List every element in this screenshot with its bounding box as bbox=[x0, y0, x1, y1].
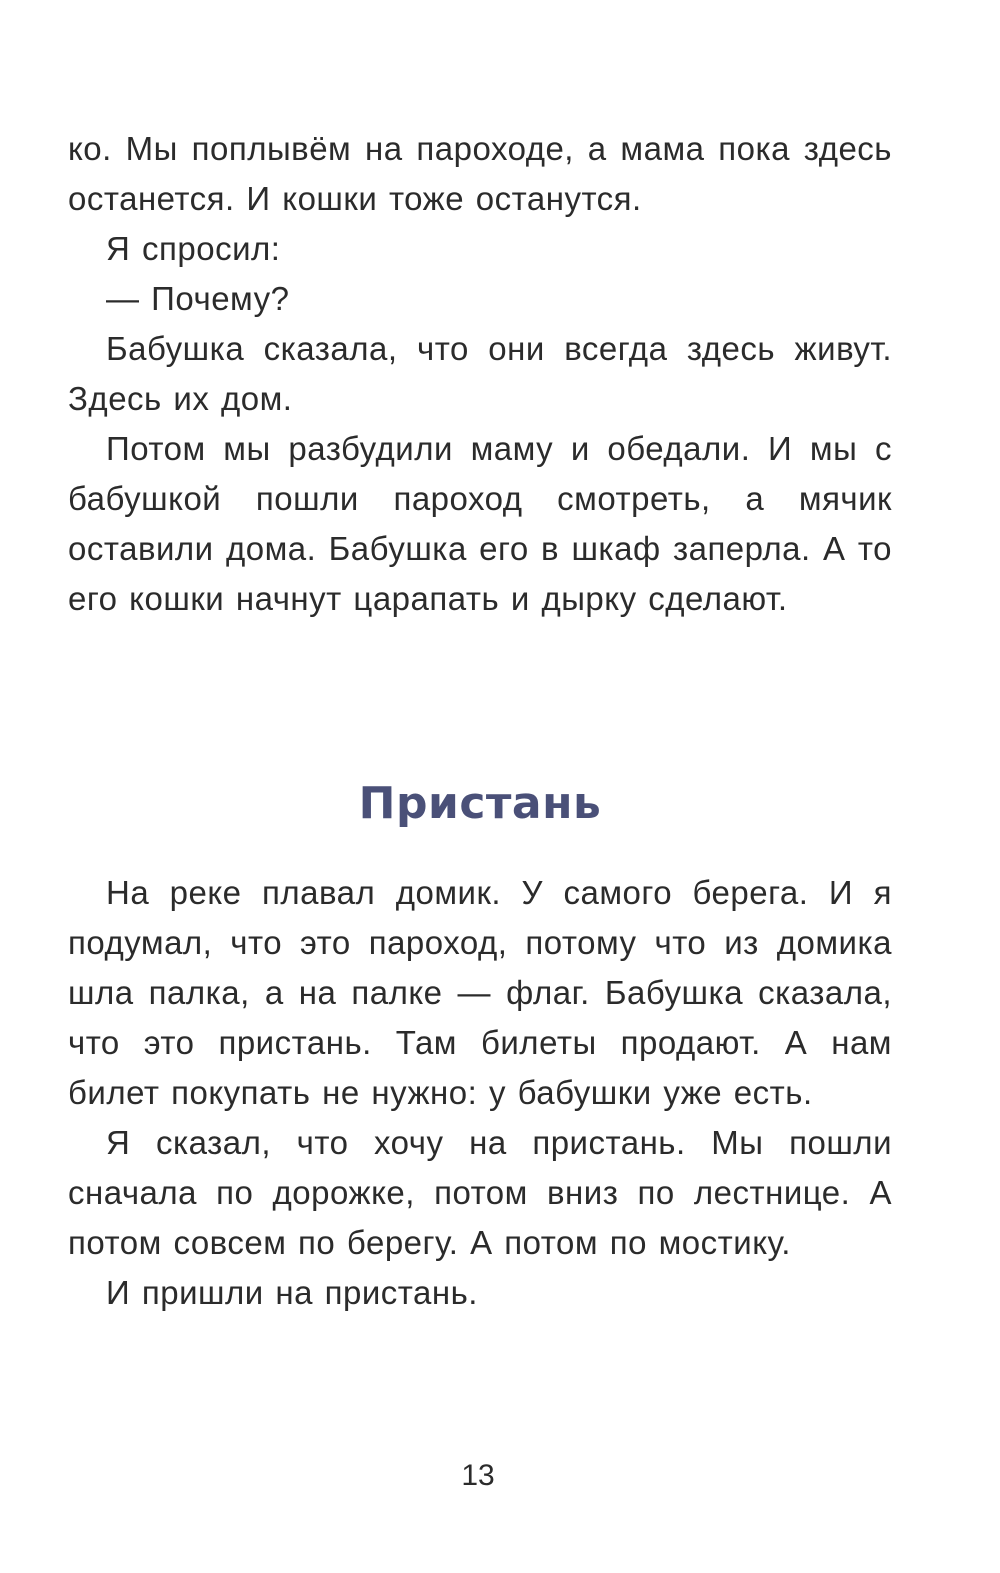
paragraph: Я сказал, что хочу на пристань. Мы пошли сначала по дорожке, потом вниз по лестнице. А потом совсем по берегу. А потом по мостику. bbox=[68, 1124, 892, 1261]
text-section-chapter bbox=[68, 868, 892, 1318]
chapter-heading: Пристань bbox=[358, 778, 602, 829]
paragraph: Бабушка сказала, что они всегда здесь живут. Здесь их дом. bbox=[68, 330, 892, 417]
paragraph: На реке плавал домик. У самого берега. И я подумал, что это пароход, потому что из домика шла палка, а на палке — флаг. Бабушка сказала, что это пристань. Там билеты продают. А нам билет покупать не нужно: у бабушки уже есть. bbox=[68, 874, 892, 1111]
text-section-previous-chapter bbox=[68, 124, 892, 624]
paragraph: Я спросил: bbox=[106, 230, 281, 267]
paragraph: И пришли на пристань. bbox=[106, 1274, 478, 1311]
dialogue-line: — Почему? bbox=[106, 280, 290, 317]
paragraph: Потом мы разбудили маму и обедали. И мы с бабушкой пошли пароход смотреть, а мячик оставили дома. Бабушка его в шкаф заперла. А то его кошки начнут царапать и дырку сделают. bbox=[68, 430, 892, 617]
page-number: 13 bbox=[461, 1459, 495, 1492]
paragraph-continuation: ко. Мы поплывём на пароходе, а мама пока здесь останется. И кошки тоже останутся. bbox=[68, 130, 892, 217]
